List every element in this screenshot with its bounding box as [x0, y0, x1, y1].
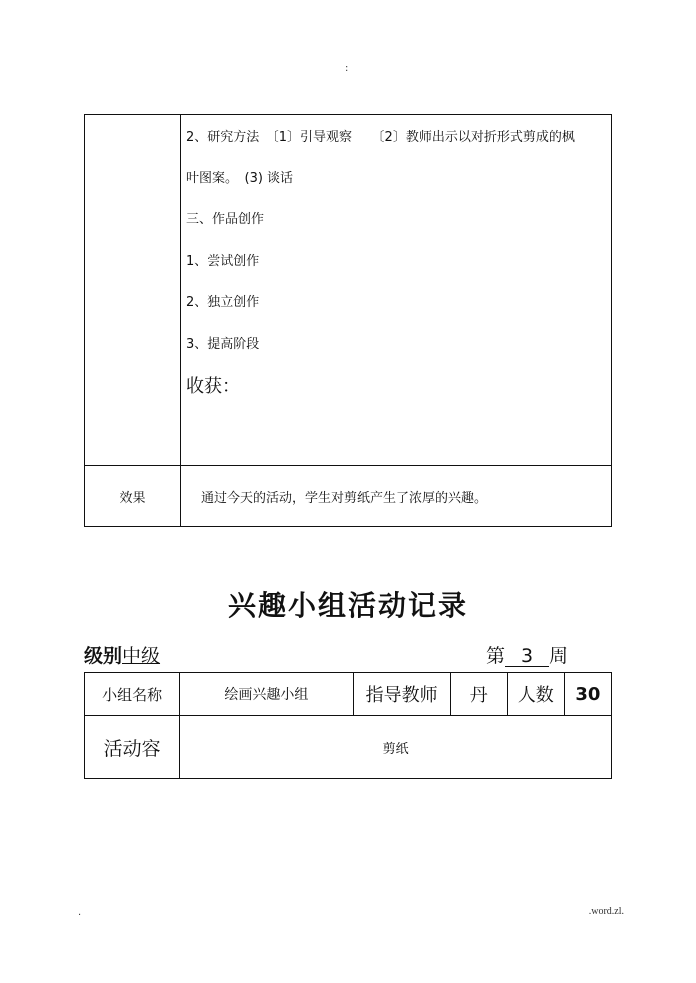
group-name-value: 绘画兴趣小组: [180, 673, 353, 716]
activity-table: [84, 114, 612, 527]
week-prefix: 第: [486, 645, 506, 667]
effect-text: 通过今天的活动，学生对剪纸产生了浓厚的兴趣。: [181, 466, 612, 527]
activity-content-label: 活动容: [85, 716, 180, 779]
count-label: 人数: [507, 673, 564, 716]
week-number: 3: [505, 646, 549, 667]
content-line-6: 3、提高阶段: [186, 337, 260, 352]
group-name-label: 小组名称: [85, 673, 180, 716]
effect-label: 效果: [85, 466, 181, 527]
content-line-2: 叶图案。 (3) 谈话: [186, 171, 294, 186]
activity-content-value: 剪纸: [180, 716, 612, 779]
footer-right-text: .word.zl.: [588, 906, 624, 917]
content-line-4: 1、尝试创作: [186, 254, 260, 269]
teacher-label: 指导教师: [353, 673, 450, 716]
footer-left-mark: .: [78, 907, 82, 918]
teacher-value: 丹: [450, 673, 507, 716]
count-value: 30: [564, 673, 611, 716]
level-value: 中级: [122, 645, 161, 667]
activity-content-cell: [181, 115, 612, 466]
week-field: [486, 641, 568, 668]
content-line-5: 2、独立创作: [186, 295, 260, 310]
content-line-3: 三、作品创作: [186, 212, 265, 227]
content-line-1: 2、研究方法 〔1〕引导观察 〔2〕教师出示以对折形式剪成的枫: [186, 130, 575, 145]
record-title: 兴趣小组活动记录: [227, 589, 468, 622]
week-suffix: 周: [549, 645, 569, 667]
harvest-label: 收获：: [186, 376, 240, 397]
level-field: [84, 641, 160, 668]
level-label: 级别: [84, 645, 123, 667]
record-table: [84, 672, 612, 779]
activity-table-left-cell: [85, 115, 181, 466]
header-mark: :: [345, 63, 349, 74]
